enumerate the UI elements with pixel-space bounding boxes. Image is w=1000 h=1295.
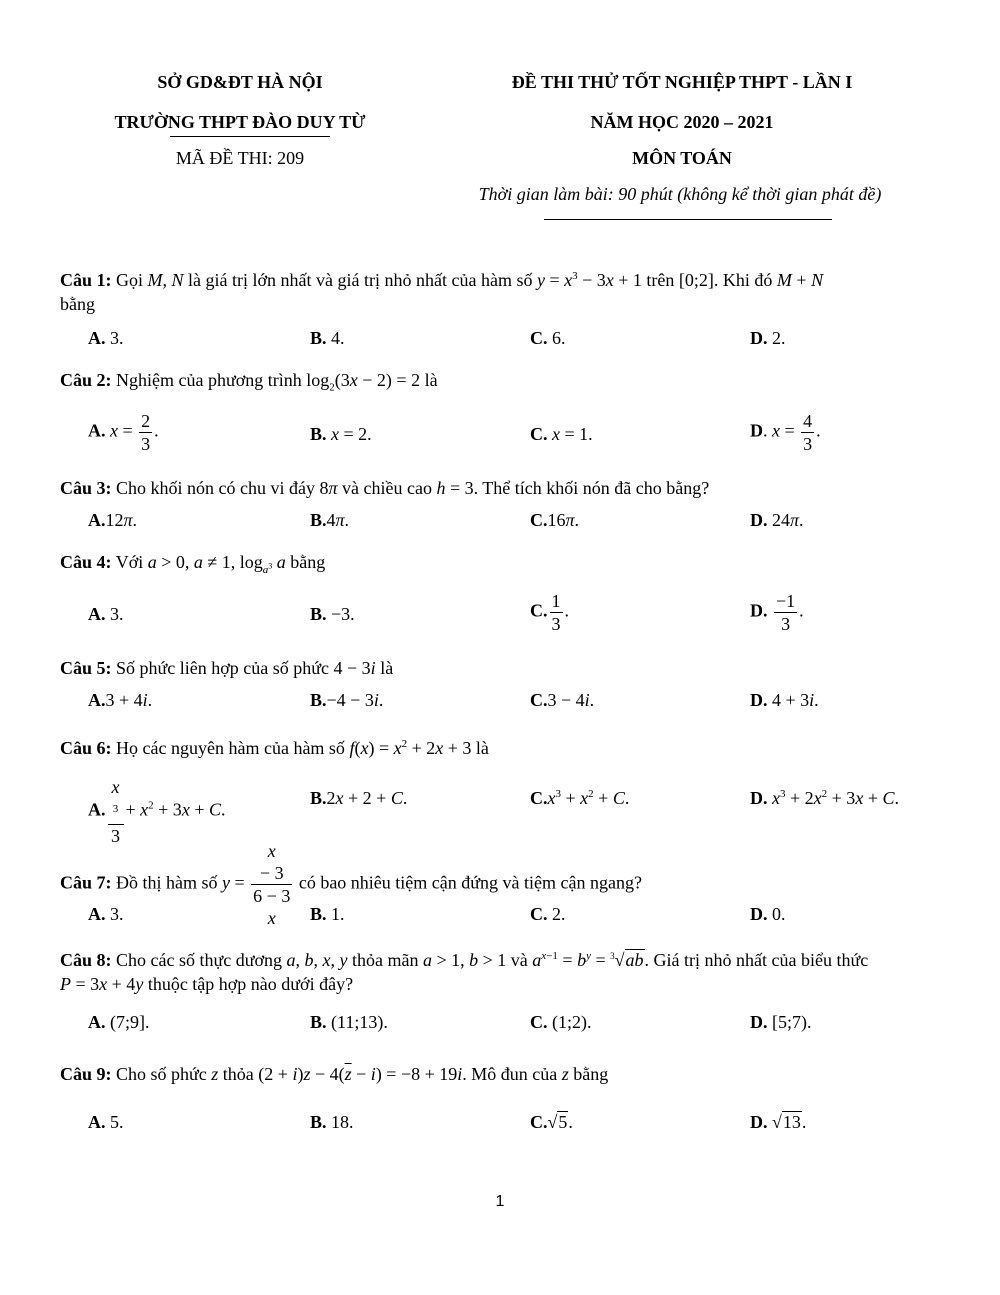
question-4-option-d[interactable]: D. $\frac{-1}{3}$ . xyxy=(750,591,804,634)
exam-title: ĐỀ THI THỬ TỐT NGHIỆP THPT - LẦN I xyxy=(511,72,853,92)
header-underline xyxy=(544,219,832,220)
question-2: Câu 2: Nghiệm của phương trình $\log_2(3x - 2) = 2$ là xyxy=(60,370,438,394)
question-8-option-a[interactable]: A. (7;9]. xyxy=(88,1012,150,1032)
question-4-option-b[interactable]: B. −3. xyxy=(310,604,355,624)
question-6-option-c[interactable]: $C.x^3 + x^2 + C$. xyxy=(530,788,630,808)
question-3-option-d[interactable]: D. 24π. xyxy=(750,510,804,530)
exam-time: Thời gian làm bài: 90 phút (không kể thời gian phát đề) xyxy=(478,184,882,204)
question-3: Câu 3: Cho khối nón có chu vi đáy 8π và chiều cao h = 3. Thể tích khối nón đã cho bằng? xyxy=(60,478,710,498)
question-6: Câu 6: Họ các nguyên hàm của hàm số $f(x) = x^2 + 2x + 3$ là xyxy=(60,738,489,758)
question-5-option-c[interactable]: C.3 − 4i. xyxy=(530,690,595,710)
question-4-option-c[interactable]: C. $\frac{1}{3}$ . xyxy=(530,591,569,634)
page-number: 1 xyxy=(495,1193,505,1210)
question-9-option-d[interactable]: D. √13. xyxy=(750,1112,807,1132)
question-7-option-c[interactable]: C. 2. xyxy=(530,904,566,924)
question-7-option-d[interactable]: D. 0. xyxy=(750,904,786,924)
question-4: Câu 4: Với a > 0, a ≠ 1, $\log_{a^3} a$ bằng xyxy=(60,552,326,576)
school-underline xyxy=(170,136,330,137)
question-label: Câu 5: xyxy=(60,658,112,678)
question-9-option-a[interactable]: A. 5. xyxy=(88,1112,124,1132)
question-2-option-d[interactable]: D. x = $\frac{4}{3}$ . xyxy=(750,411,821,454)
question-8-option-b[interactable]: B. (11;13). xyxy=(310,1012,388,1032)
question-text: Gọi M, N là giá trị lớn nhất và giá trị nhỏ nhất của hàm số $y = x^3 - 3x + 1$ trên [0;2]. Khi đó M + N xyxy=(116,270,824,290)
question-6-option-a[interactable]: A. x $^3$ 3 + $x^2 + 3x + C$. xyxy=(88,777,226,846)
question-3-option-a[interactable]: A.12π. xyxy=(88,510,138,530)
question-7: Câu 7: Đồ thị hàm số y = x − 3 6 − 3 x có bao nhiêu tiệm cận đứng và tiệm cận ngang? xyxy=(60,841,642,928)
question-label: Câu 4: xyxy=(60,552,112,572)
question-5: Câu 5: Số phức liên hợp của số phức 4 − 3i là xyxy=(60,658,394,678)
question-2-option-b[interactable]: B. x = 2. xyxy=(310,424,372,444)
question-label: Câu 2: xyxy=(60,370,112,390)
question-8-option-d[interactable]: D. [5;7). xyxy=(750,1012,812,1032)
question-8: Câu 8: Cho các số thực dương a, b, x, y thỏa mãn a > 1, b > 1 và $a^{x-1} = b^y = ^3√ab$. Giá trị nhỏ nhất của biểu thức xyxy=(60,950,869,970)
question-9: Câu 9: Cho số phức z thỏa $(2 + i)z - 4(\overline{z} - i) = -8 + 19i$. Mô đun của z bằng xyxy=(60,1064,609,1084)
question-1-option-b[interactable]: B. 4. xyxy=(310,328,345,348)
question-3-option-b[interactable]: B.4π. xyxy=(310,510,350,530)
question-5-option-b[interactable]: B.−4 − 3i. xyxy=(310,690,384,710)
question-1-cont: bằng xyxy=(60,294,95,314)
question-5-option-a[interactable]: A.3 + 4i. xyxy=(88,690,153,710)
question-label: Câu 9: xyxy=(60,1064,112,1084)
question-9-option-b[interactable]: B. 18. xyxy=(310,1112,354,1132)
exam-code: MÃ ĐỀ THI: 209 xyxy=(175,148,305,168)
question-9-option-c[interactable]: C.√5. xyxy=(530,1112,573,1132)
question-6-option-d[interactable]: D. $x^3 + 2x^2 + 3x + C$. xyxy=(750,788,899,808)
question-1-option-c[interactable]: C. 6. xyxy=(530,328,566,348)
question-3-option-c[interactable]: C.16π. xyxy=(530,510,580,530)
question-2-option-c[interactable]: C. x = 1. xyxy=(530,424,593,444)
question-label: Câu 8: xyxy=(60,950,112,970)
question-7-option-b[interactable]: B. 1. xyxy=(310,904,345,924)
question-6-option-b[interactable]: B.2x + 2 + C. xyxy=(310,788,408,808)
question-label: Câu 7: xyxy=(60,872,112,893)
question-label: Câu 6: xyxy=(60,738,112,758)
subject: MÔN TOÁN xyxy=(632,148,732,168)
question-1-option-d[interactable]: D. 2. xyxy=(750,328,786,348)
question-8-option-c[interactable]: C. (1;2). xyxy=(530,1012,592,1032)
question-1-option-a[interactable]: A. 3. xyxy=(88,328,124,348)
question-label: Câu 1: xyxy=(60,270,112,290)
question-7-option-a[interactable]: A. 3. xyxy=(88,904,124,924)
question-8-cont: P = 3x + 4y thuộc tập hợp nào dưới đây? xyxy=(60,974,354,994)
question-4-option-a[interactable]: A. 3. xyxy=(88,604,124,624)
school-name: TRƯỜNG THPT ĐÀO DUY TỪ xyxy=(114,112,366,132)
question-5-option-d[interactable]: D. 4 + 3i. xyxy=(750,690,819,710)
question-2-option-a[interactable]: A. x = $\frac{2}{3}$ . xyxy=(88,411,159,454)
school-year: NĂM HỌC 2020 – 2021 xyxy=(590,112,774,132)
department-name: SỞ GD&ĐT HÀ NỘI xyxy=(157,72,323,92)
question-label: Câu 3: xyxy=(60,478,112,498)
